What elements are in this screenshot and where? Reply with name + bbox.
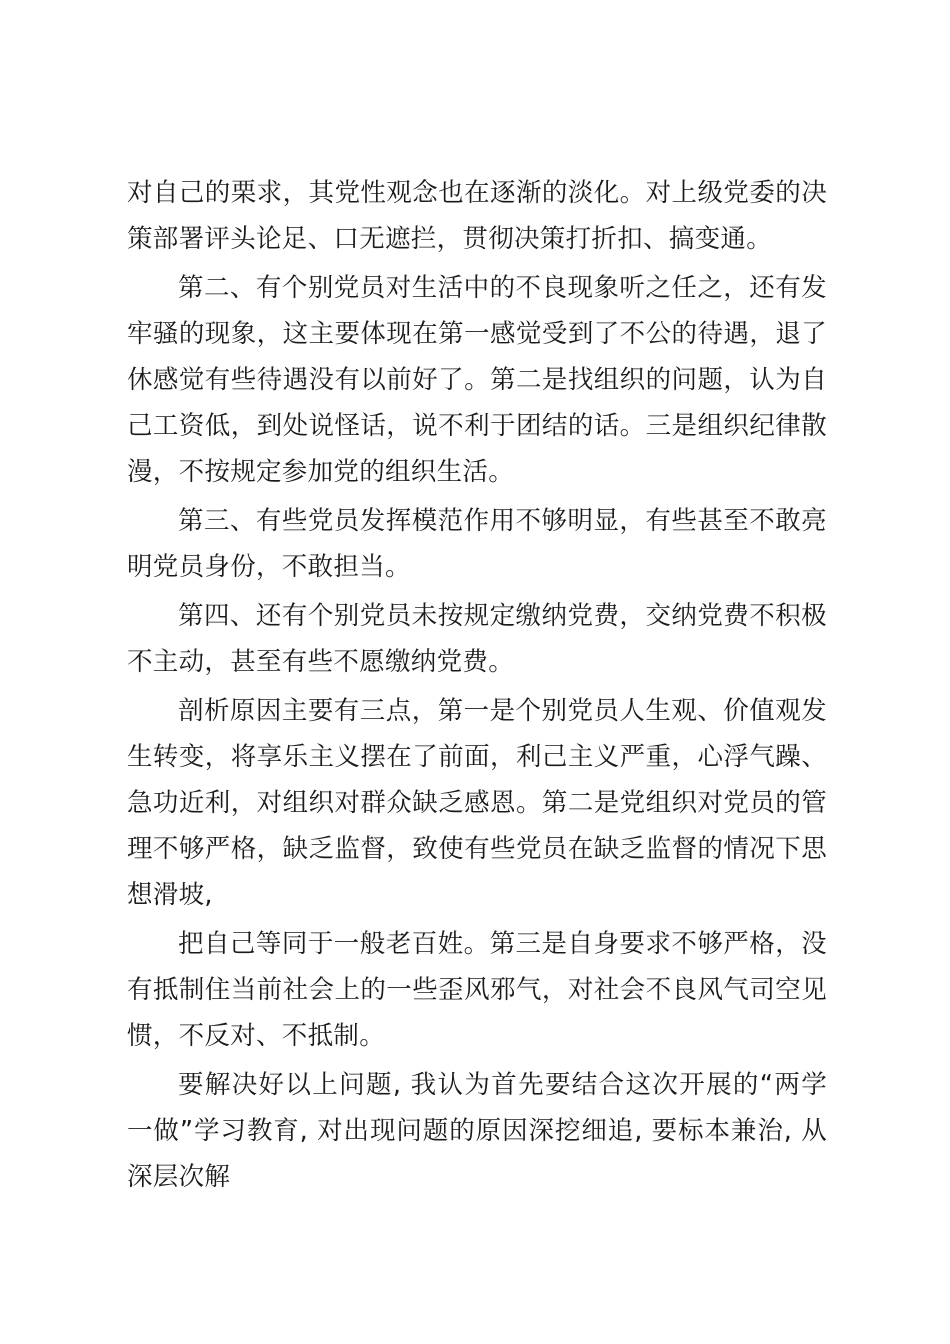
- paragraph-3: 第三、有些党员发挥模范作用不够明显，有些甚至不敢亮明党员身份，不敢担当。: [127, 506, 827, 582]
- paragraph-5: 剖析原因主要有三点，第一是个别党员人生观、价值观发生转变，将享乐主义摆在了前面，利己主义严重，心浮气躁、急功近利，对组织对群众缺乏感恩。第二是党组织对党员的管理不够严格，缺乏监督，致使有些党员在缺乏监督的情况下思想滑坡,: [127, 696, 827, 910]
- paragraph-7: 要解决好以上问题, 我认为首先要结合这次开展的“两学一做”学习教育, 对出现问题的原因深挖细追, 要标本兼治, 从深层次解: [127, 1070, 827, 1192]
- paragraph-1: 对自己的栗求，其党性观念也在逐渐的淡化。对上级党委的决策部署评头论足、口无遮拦，贯彻决策打折扣、搞变通。: [127, 178, 827, 254]
- paragraph-2: 第二、有个别党员对生活中的不良现象听之任之，还有发牢骚的现象，这主要体现在第一感觉受到了不公的待遇，退了休感觉有些待遇没有以前好了。第二是找组织的问题，认为自己工资低，到处说怪话，说不利于团结的话。三是组织纪律散漫，不按规定参加党的组织生活。: [127, 273, 827, 487]
- paragraph-4: 第四、还有个别党员未按规定缴纳党费，交纳党费不积极不主动，甚至有些不愿缴纳党费。: [127, 601, 827, 677]
- paragraph-6: 把自己等同于一般老百姓。第三是自身要求不够严格，没有抵制住当前社会上的一些歪风邪气，对社会不良风气司空见惯，不反对、不抵制。: [127, 929, 827, 1051]
- document-body: [127, 170, 827, 1203]
